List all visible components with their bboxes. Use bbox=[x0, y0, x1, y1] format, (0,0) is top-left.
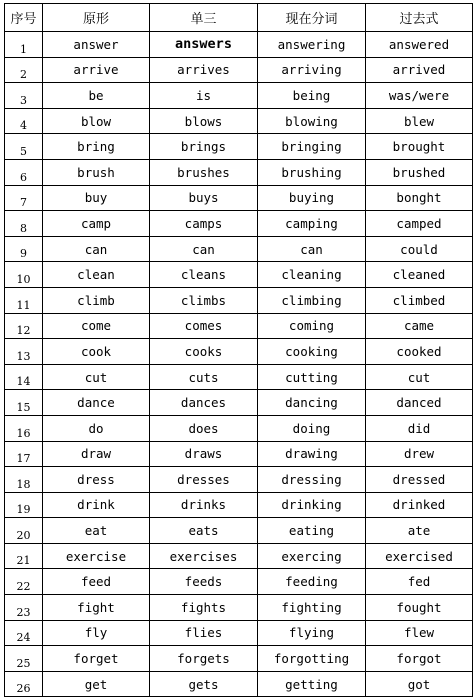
base-form-cell: dance bbox=[43, 390, 150, 416]
table-row bbox=[5, 467, 473, 493]
verb-forms-table bbox=[4, 3, 473, 697]
present-participle-cell: being bbox=[258, 83, 366, 109]
present-participle-cell: getting bbox=[258, 671, 366, 697]
base-form-cell: cook bbox=[43, 339, 150, 365]
base-form-cell: be bbox=[43, 83, 150, 109]
header-past-tense: 过去式 bbox=[366, 4, 473, 32]
row-index-cell: 4 bbox=[5, 108, 43, 134]
table-row bbox=[5, 595, 473, 621]
row-index-cell: 11 bbox=[5, 287, 43, 313]
past-tense-cell: forgot bbox=[366, 646, 473, 672]
row-index-cell: 15 bbox=[5, 390, 43, 416]
base-form-cell: answer bbox=[43, 32, 150, 58]
row-index-cell: 5 bbox=[5, 134, 43, 160]
base-form-cell: exercise bbox=[43, 543, 150, 569]
past-tense-cell: did bbox=[366, 415, 473, 441]
base-form-cell: buy bbox=[43, 185, 150, 211]
past-tense-cell: bonght bbox=[366, 185, 473, 211]
past-tense-cell: dressed bbox=[366, 467, 473, 493]
third-person-cell: gets bbox=[150, 671, 258, 697]
past-tense-cell: fought bbox=[366, 595, 473, 621]
third-person-cell: brushes bbox=[150, 159, 258, 185]
row-index-cell: 18 bbox=[5, 467, 43, 493]
past-tense-cell: cooked bbox=[366, 339, 473, 365]
past-tense-cell: blew bbox=[366, 108, 473, 134]
past-tense-cell: answered bbox=[366, 32, 473, 58]
past-tense-cell: danced bbox=[366, 390, 473, 416]
third-person-cell: blows bbox=[150, 108, 258, 134]
present-participle-cell: forgotting bbox=[258, 646, 366, 672]
third-person-cell: comes bbox=[150, 313, 258, 339]
present-participle-cell: doing bbox=[258, 415, 366, 441]
row-index-cell: 21 bbox=[5, 543, 43, 569]
table-row bbox=[5, 287, 473, 313]
table-row bbox=[5, 620, 473, 646]
third-person-cell: eats bbox=[150, 518, 258, 544]
row-index-cell: 1 bbox=[5, 32, 43, 58]
table-row bbox=[5, 159, 473, 185]
present-participle-cell: drinking bbox=[258, 492, 366, 518]
base-form-cell: camp bbox=[43, 211, 150, 237]
table-row bbox=[5, 441, 473, 467]
table-row bbox=[5, 364, 473, 390]
row-index-cell: 16 bbox=[5, 415, 43, 441]
third-person-cell: cuts bbox=[150, 364, 258, 390]
table-row bbox=[5, 415, 473, 441]
table-row bbox=[5, 211, 473, 237]
base-form-cell: blow bbox=[43, 108, 150, 134]
base-form-cell: climb bbox=[43, 287, 150, 313]
row-index-cell: 9 bbox=[5, 236, 43, 262]
past-tense-cell: brushed bbox=[366, 159, 473, 185]
third-person-cell: feeds bbox=[150, 569, 258, 595]
past-tense-cell: could bbox=[366, 236, 473, 262]
past-tense-cell: ate bbox=[366, 518, 473, 544]
table-row bbox=[5, 134, 473, 160]
present-participle-cell: drawing bbox=[258, 441, 366, 467]
row-index-cell: 17 bbox=[5, 441, 43, 467]
present-participle-cell: eating bbox=[258, 518, 366, 544]
present-participle-cell: buying bbox=[258, 185, 366, 211]
third-person-cell: exercises bbox=[150, 543, 258, 569]
past-tense-cell: exercised bbox=[366, 543, 473, 569]
third-person-cell: forgets bbox=[150, 646, 258, 672]
past-tense-cell: came bbox=[366, 313, 473, 339]
header-row bbox=[5, 4, 473, 32]
third-person-cell: can bbox=[150, 236, 258, 262]
row-index-cell: 14 bbox=[5, 364, 43, 390]
header-third-person: 单三 bbox=[150, 4, 258, 32]
past-tense-cell: camped bbox=[366, 211, 473, 237]
row-index-cell: 20 bbox=[5, 518, 43, 544]
present-participle-cell: cooking bbox=[258, 339, 366, 365]
base-form-cell: drink bbox=[43, 492, 150, 518]
base-form-cell: eat bbox=[43, 518, 150, 544]
past-tense-cell: flew bbox=[366, 620, 473, 646]
third-person-cell: cooks bbox=[150, 339, 258, 365]
present-participle-cell: fighting bbox=[258, 595, 366, 621]
row-index-cell: 13 bbox=[5, 339, 43, 365]
table-row bbox=[5, 236, 473, 262]
third-person-cell: buys bbox=[150, 185, 258, 211]
present-participle-cell: flying bbox=[258, 620, 366, 646]
table-row bbox=[5, 313, 473, 339]
table-row bbox=[5, 32, 473, 58]
row-index-cell: 22 bbox=[5, 569, 43, 595]
past-tense-cell: arrived bbox=[366, 57, 473, 83]
present-participle-cell: climbing bbox=[258, 287, 366, 313]
present-participle-cell: cutting bbox=[258, 364, 366, 390]
verb-forms-sheet bbox=[4, 3, 472, 696]
present-participle-cell: can bbox=[258, 236, 366, 262]
base-form-cell: do bbox=[43, 415, 150, 441]
past-tense-cell: got bbox=[366, 671, 473, 697]
third-person-cell: arrives bbox=[150, 57, 258, 83]
row-index-cell: 23 bbox=[5, 595, 43, 621]
base-form-cell: fight bbox=[43, 595, 150, 621]
row-index-cell: 3 bbox=[5, 83, 43, 109]
table-row bbox=[5, 262, 473, 288]
base-form-cell: come bbox=[43, 313, 150, 339]
past-tense-cell: drinked bbox=[366, 492, 473, 518]
header-present-participle: 现在分词 bbox=[258, 4, 366, 32]
past-tense-cell: fed bbox=[366, 569, 473, 595]
past-tense-cell: cleaned bbox=[366, 262, 473, 288]
third-person-cell: drinks bbox=[150, 492, 258, 518]
third-person-cell: fights bbox=[150, 595, 258, 621]
table-row bbox=[5, 492, 473, 518]
base-form-cell: cut bbox=[43, 364, 150, 390]
table-row bbox=[5, 543, 473, 569]
table-row bbox=[5, 339, 473, 365]
table-row bbox=[5, 671, 473, 697]
base-form-cell: arrive bbox=[43, 57, 150, 83]
base-form-cell: brush bbox=[43, 159, 150, 185]
third-person-cell: brings bbox=[150, 134, 258, 160]
row-index-cell: 7 bbox=[5, 185, 43, 211]
present-participle-cell: dancing bbox=[258, 390, 366, 416]
present-participle-cell: dressing bbox=[258, 467, 366, 493]
base-form-cell: clean bbox=[43, 262, 150, 288]
table-body bbox=[5, 32, 473, 697]
row-index-cell: 10 bbox=[5, 262, 43, 288]
row-index-cell: 26 bbox=[5, 671, 43, 697]
table-row bbox=[5, 57, 473, 83]
present-participle-cell: brushing bbox=[258, 159, 366, 185]
row-index-cell: 19 bbox=[5, 492, 43, 518]
present-participle-cell: exercing bbox=[258, 543, 366, 569]
third-person-cell: flies bbox=[150, 620, 258, 646]
third-person-cell: cleans bbox=[150, 262, 258, 288]
third-person-cell: dresses bbox=[150, 467, 258, 493]
present-participle-cell: coming bbox=[258, 313, 366, 339]
present-participle-cell: cleaning bbox=[258, 262, 366, 288]
header-index: 序号 bbox=[5, 4, 43, 32]
past-tense-cell: drew bbox=[366, 441, 473, 467]
base-form-cell: get bbox=[43, 671, 150, 697]
third-person-cell: does bbox=[150, 415, 258, 441]
present-participle-cell: bringing bbox=[258, 134, 366, 160]
row-index-cell: 2 bbox=[5, 57, 43, 83]
third-person-cell: draws bbox=[150, 441, 258, 467]
third-person-cell: dances bbox=[150, 390, 258, 416]
row-index-cell: 12 bbox=[5, 313, 43, 339]
header-base-form: 原形 bbox=[43, 4, 150, 32]
third-person-cell: answers bbox=[150, 32, 258, 58]
table-row bbox=[5, 569, 473, 595]
third-person-cell: camps bbox=[150, 211, 258, 237]
table-row bbox=[5, 518, 473, 544]
third-person-cell: is bbox=[150, 83, 258, 109]
base-form-cell: fly bbox=[43, 620, 150, 646]
past-tense-cell: cut bbox=[366, 364, 473, 390]
past-tense-cell: brought bbox=[366, 134, 473, 160]
base-form-cell: feed bbox=[43, 569, 150, 595]
present-participle-cell: feeding bbox=[258, 569, 366, 595]
row-index-cell: 24 bbox=[5, 620, 43, 646]
present-participle-cell: arriving bbox=[258, 57, 366, 83]
row-index-cell: 6 bbox=[5, 159, 43, 185]
row-index-cell: 8 bbox=[5, 211, 43, 237]
third-person-cell: climbs bbox=[150, 287, 258, 313]
past-tense-cell: climbed bbox=[366, 287, 473, 313]
base-form-cell: dress bbox=[43, 467, 150, 493]
base-form-cell: forget bbox=[43, 646, 150, 672]
base-form-cell: draw bbox=[43, 441, 150, 467]
table-row bbox=[5, 185, 473, 211]
base-form-cell: bring bbox=[43, 134, 150, 160]
base-form-cell: can bbox=[43, 236, 150, 262]
present-participle-cell: answering bbox=[258, 32, 366, 58]
past-tense-cell: was/were bbox=[366, 83, 473, 109]
present-participle-cell: camping bbox=[258, 211, 366, 237]
present-participle-cell: blowing bbox=[258, 108, 366, 134]
table-row bbox=[5, 390, 473, 416]
table-row bbox=[5, 83, 473, 109]
table-row bbox=[5, 646, 473, 672]
table-row bbox=[5, 108, 473, 134]
row-index-cell: 25 bbox=[5, 646, 43, 672]
